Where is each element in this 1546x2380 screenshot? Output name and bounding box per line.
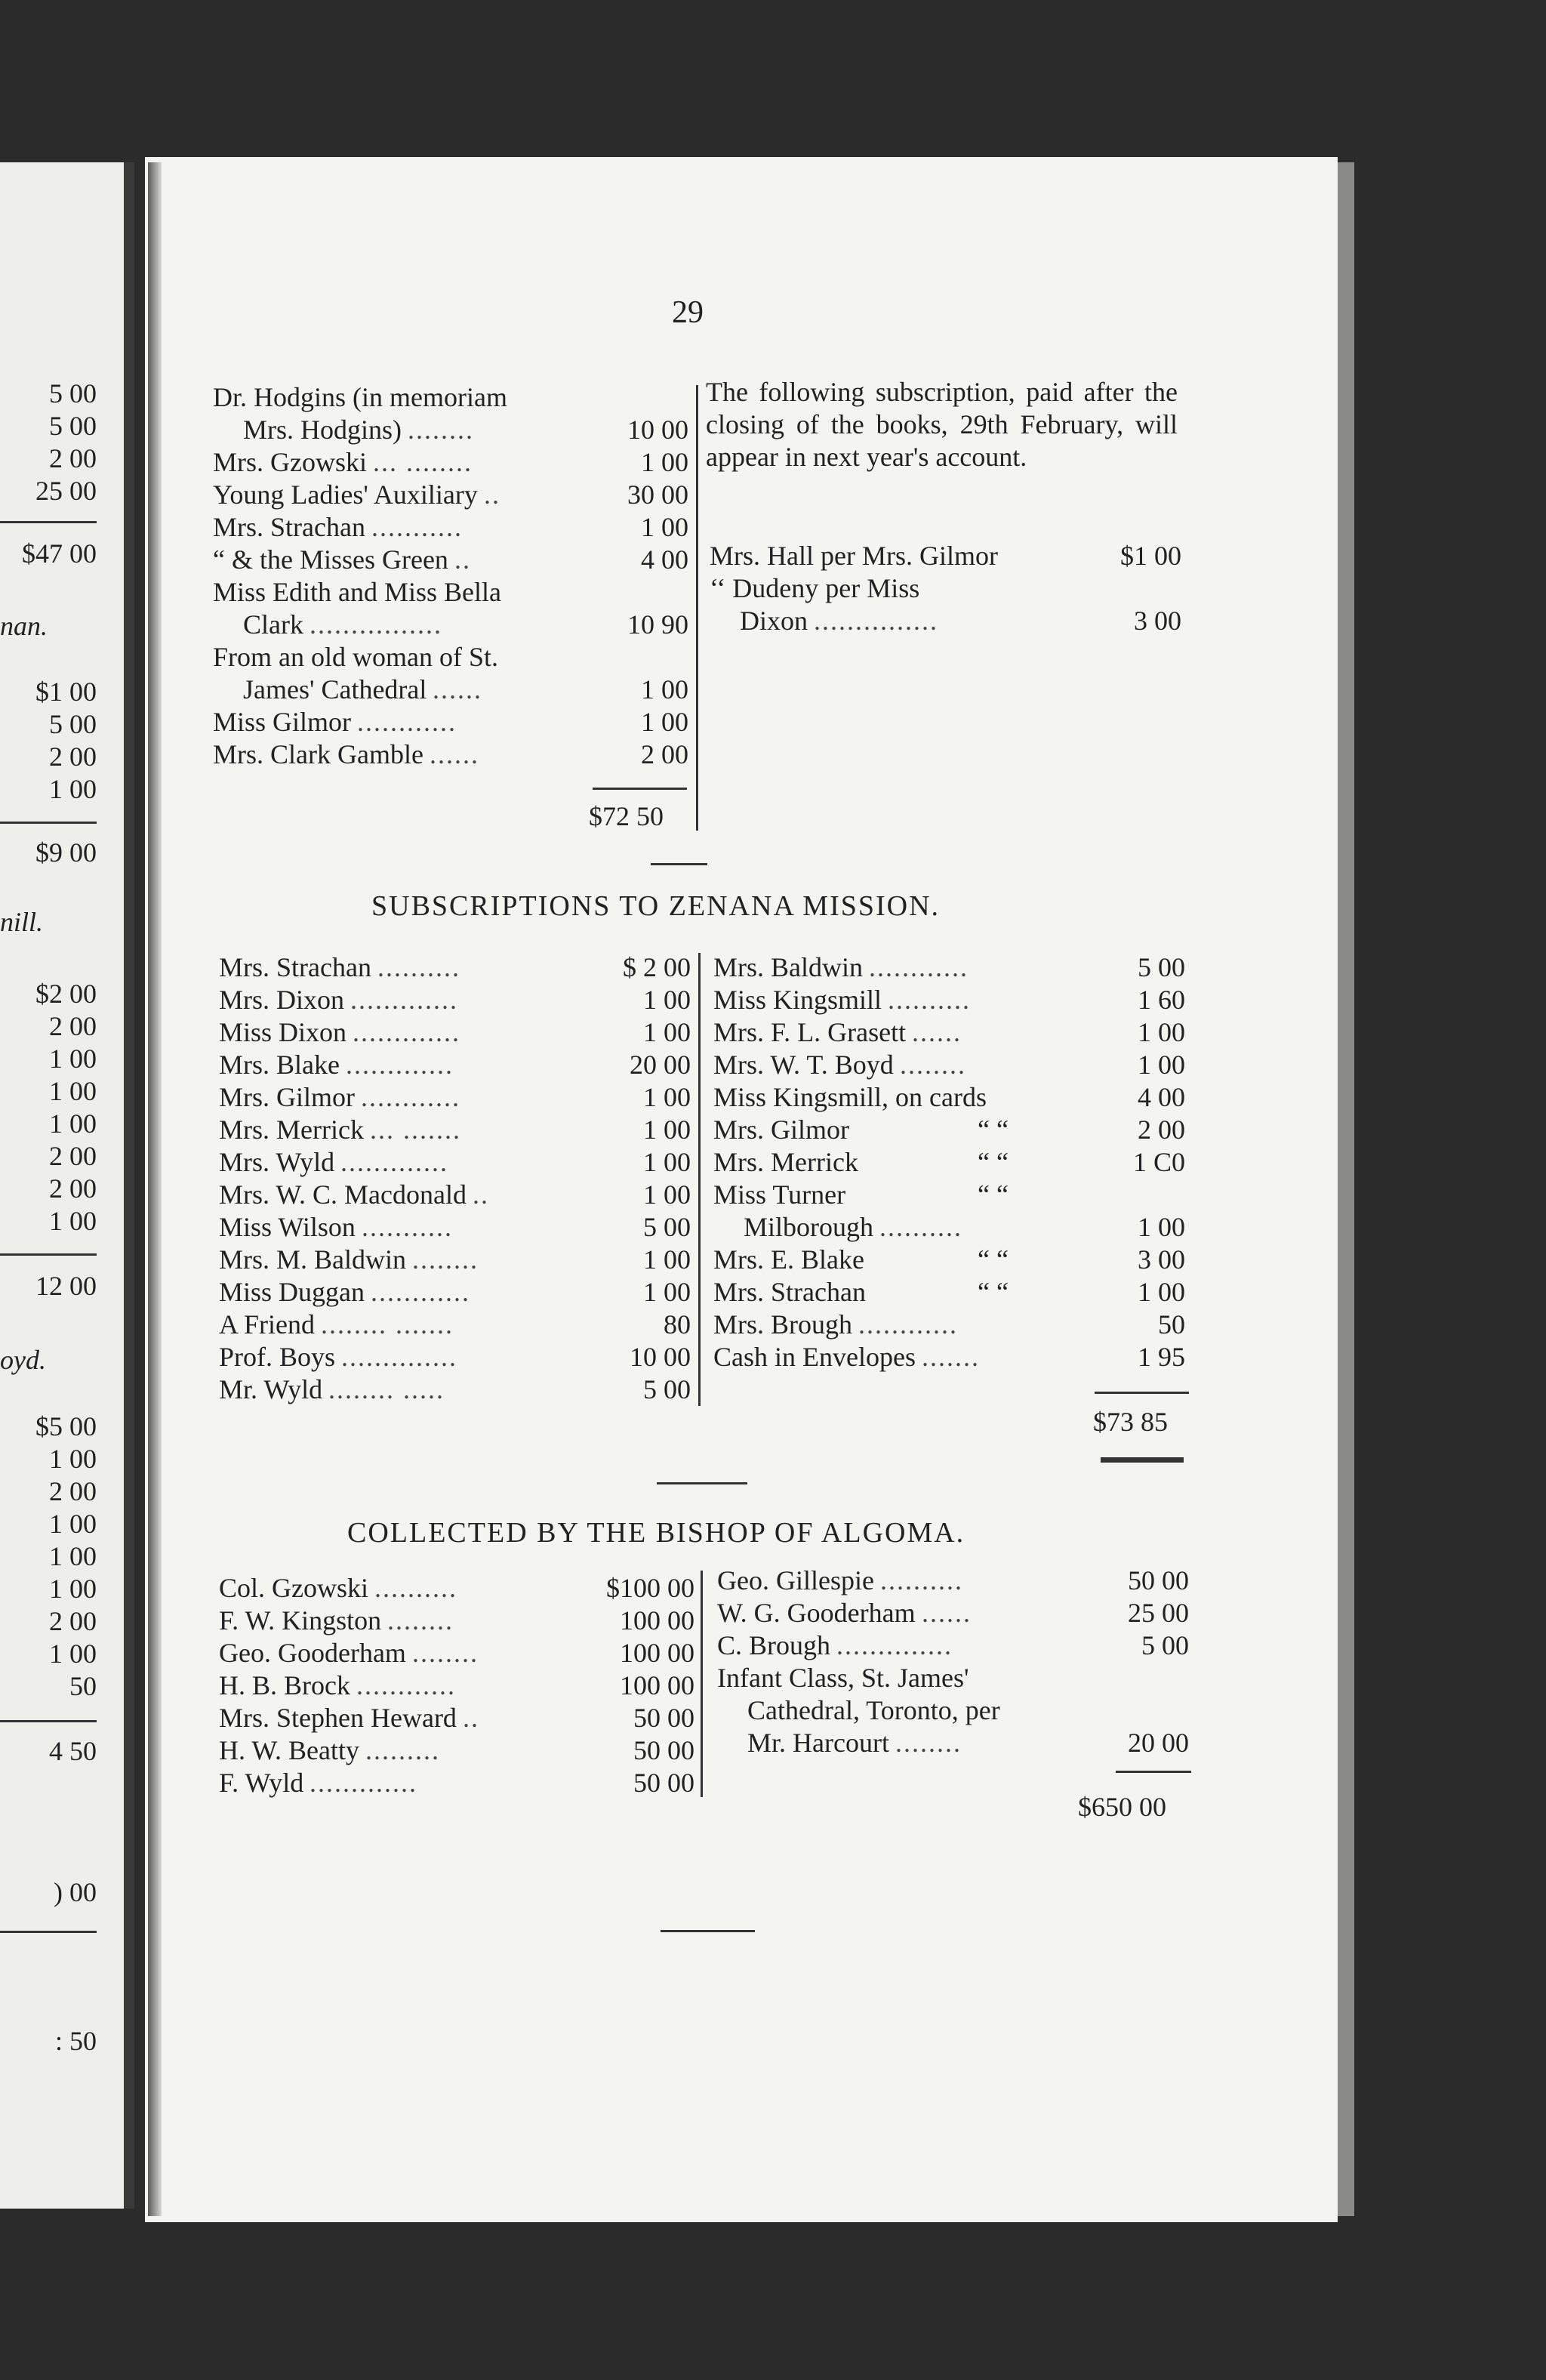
facing-amount: 1 00: [49, 1044, 97, 1074]
section1-left-column: [213, 381, 688, 771]
entry-amount: 1 00: [641, 707, 688, 737]
ditto-mark: “ “: [978, 1277, 1009, 1307]
entry-amount: 20 00: [1128, 1728, 1189, 1758]
ledger-row: [713, 1179, 1185, 1211]
entry-name: Mr. Harcourt: [747, 1728, 889, 1758]
ledger-row: [717, 1629, 1189, 1662]
entry-amount: 10 00: [627, 415, 688, 445]
entry-name: Mr. Wyld: [219, 1374, 323, 1404]
facing-amount: 2 00: [49, 1476, 97, 1506]
leader-dots: .............: [350, 985, 458, 1015]
facing-total-rule: [0, 822, 97, 824]
ledger-row: [713, 1114, 1185, 1146]
leader-dots: ..............: [836, 1630, 953, 1660]
leader-dots: ................: [310, 609, 442, 640]
entry-name: Mrs. Brough: [713, 1309, 853, 1340]
facing-amount: 2 00: [49, 741, 97, 772]
entry-amount: 5 00: [643, 1212, 691, 1242]
entry-name: Mrs. Hall per Mrs. Gilmor: [710, 541, 998, 571]
leader-dots: ......: [433, 674, 482, 704]
entry-name: Miss Turner: [713, 1179, 846, 1210]
section2-title: SUBSCRIPTIONS TO ZENANA MISSION.: [371, 890, 941, 922]
entry-name: From an old woman of St.: [213, 642, 498, 672]
leader-dots: ..: [463, 1703, 479, 1733]
entry-name: Clark: [243, 609, 303, 640]
facing-amount: 50: [69, 1671, 97, 1701]
entry-name: Miss Kingsmill, on cards: [713, 1082, 987, 1112]
entry-name: Miss Dixon: [219, 1017, 347, 1047]
leader-dots: ........: [412, 1638, 479, 1668]
facing-amount: 2 00: [49, 1141, 97, 1171]
leader-dots: ......: [922, 1598, 972, 1628]
entry-amount: 10 00: [630, 1342, 691, 1372]
ledger-row: [713, 1341, 1185, 1373]
entry-name: Miss Edith and Miss Bella: [213, 577, 502, 607]
entry-name: Dixon: [740, 606, 808, 636]
entry-name: Prof. Boys: [219, 1342, 336, 1372]
leader-dots: .............: [353, 1017, 460, 1047]
leader-dots: ..............: [341, 1342, 457, 1372]
ledger-row: [213, 479, 688, 511]
facing-amount: 1 00: [49, 1639, 97, 1669]
ledger-row: [213, 511, 688, 544]
entry-name: A Friend: [219, 1309, 316, 1340]
entry-amount: 1 60: [1138, 985, 1185, 1015]
section-divider-1: [651, 863, 707, 865]
entry-amount: 30 00: [627, 479, 688, 510]
ledger-row: [219, 1572, 694, 1605]
ledger-row: [219, 1276, 691, 1309]
leader-dots: ... ........: [373, 447, 473, 477]
ledger-row: [219, 984, 691, 1016]
entry-name: ‘‘ Dudeny per Miss: [710, 573, 920, 603]
facing-heading: oyd.: [0, 1345, 46, 1375]
entry-name: Mrs. Stephen Heward: [219, 1703, 457, 1733]
entry-name: Mrs. Strachan: [213, 512, 365, 542]
entry-name: Geo. Gooderham: [219, 1638, 406, 1668]
entry-name: Mrs. Wyld: [219, 1147, 335, 1177]
facing-amount: 1 00: [49, 1574, 97, 1604]
leader-dots: .........: [365, 1735, 440, 1765]
ditto-mark: “ “: [978, 1244, 1009, 1275]
entry-name: Dr. Hodgins (in memoriam: [213, 382, 507, 412]
leader-dots: ......: [912, 1017, 962, 1047]
section3-total: $650 00: [1078, 1792, 1166, 1822]
leader-dots: ............: [357, 707, 457, 737]
ledger-row: [213, 381, 688, 414]
leader-dots: ............: [356, 1670, 456, 1700]
ledger-row: [710, 540, 1181, 572]
ledger-row: [713, 951, 1185, 984]
entry-name: F. W. Kingston: [219, 1605, 382, 1635]
entry-name: Cathedral, Toronto, per: [747, 1695, 1000, 1725]
ledger-row: [710, 572, 1181, 605]
leader-dots: ..........: [879, 1212, 962, 1242]
ledger-row: [710, 605, 1181, 637]
ledger-row: [213, 641, 688, 674]
entry-amount: 1 C0: [1132, 1147, 1185, 1177]
leader-dots: ..: [473, 1179, 489, 1210]
facing-total-rule: [0, 521, 97, 523]
section3-column-divider: [701, 1571, 703, 1797]
ledger-row: [219, 1341, 691, 1373]
leader-dots: ........ .......: [321, 1309, 454, 1340]
facing-total-rule: [0, 1931, 97, 1933]
facing-amount: 1 00: [49, 1444, 97, 1474]
ledger-row: [219, 1081, 691, 1114]
ditto-mark: “ “: [978, 1147, 1009, 1177]
facing-total: 4 50: [49, 1736, 97, 1766]
ledger-row: [213, 738, 688, 771]
facing-amount: 2 00: [49, 1173, 97, 1204]
entry-amount: 25 00: [1128, 1598, 1189, 1628]
ledger-row: [219, 1309, 691, 1341]
entry-amount: $ 2 00: [623, 952, 691, 982]
entry-amount: 5 00: [643, 1374, 691, 1404]
facing-total: 12 00: [35, 1271, 97, 1301]
leader-dots: ... .......: [370, 1114, 461, 1145]
facing-amount: 2 00: [49, 443, 97, 473]
ledger-row: [713, 1049, 1185, 1081]
entry-amount: 3 00: [1134, 606, 1181, 636]
entry-amount: 1 00: [641, 674, 688, 704]
entry-name: Mrs. Baldwin: [713, 952, 863, 982]
section-divider-2: [657, 1482, 747, 1484]
entry-amount: 1 00: [643, 1114, 691, 1145]
ledger-row: [219, 1211, 691, 1244]
entry-amount: 50 00: [633, 1768, 694, 1798]
facing-amount: 1 00: [49, 1509, 97, 1539]
entry-name: C. Brough: [717, 1630, 831, 1660]
ledger-row: [219, 1637, 694, 1669]
ledger-row: [219, 1669, 694, 1702]
entry-name: Mrs. F. L. Grasett: [713, 1017, 907, 1047]
entry-name: Geo. Gillespie: [717, 1565, 874, 1595]
ledger-row: [713, 1081, 1185, 1114]
entry-amount: 1 00: [641, 447, 688, 477]
entry-amount: 10 90: [627, 609, 688, 640]
ledger-row: [717, 1694, 1189, 1727]
entry-amount: 4 00: [641, 544, 688, 575]
ledger-row: [713, 1276, 1185, 1309]
entry-name: Mrs. Blake: [219, 1050, 340, 1080]
entry-amount: 20 00: [630, 1050, 691, 1080]
entry-amount: 1 00: [641, 512, 688, 542]
leader-dots: ........: [895, 1728, 962, 1758]
facing-amount: 25 00: [35, 476, 97, 506]
leader-dots: .............: [310, 1768, 417, 1798]
entry-amount: 1 00: [1138, 1277, 1185, 1307]
facing-total: $9 00: [35, 837, 97, 868]
ditto-mark: “ “: [978, 1114, 1009, 1145]
ledger-row: [219, 1702, 694, 1734]
leader-dots: ..........: [880, 1565, 963, 1595]
facing-amount: 5 00: [49, 709, 97, 739]
entry-name: W. G. Gooderham: [717, 1598, 916, 1628]
section2-total-rule: [1095, 1392, 1189, 1394]
entry-name: F. Wyld: [219, 1768, 304, 1798]
ledger-row: [219, 1605, 694, 1637]
ledger-row: [219, 1049, 691, 1081]
section1-left-total: $72 50: [589, 801, 664, 831]
entry-name: Miss Gilmor: [213, 707, 352, 737]
entry-amount: 100 00: [620, 1670, 694, 1700]
entry-amount: 80: [664, 1309, 691, 1340]
ledger-row: [219, 1373, 691, 1406]
section3-title: COLLECTED BY THE BISHOP OF ALGOMA.: [347, 1517, 965, 1549]
facing-total: $47 00: [22, 538, 97, 569]
entry-name: Miss Kingsmill: [713, 985, 882, 1015]
leader-dots: ..: [454, 544, 471, 575]
ledger-row: [219, 1146, 691, 1179]
section3-right-column: [717, 1565, 1189, 1759]
entry-amount: 4 00: [1138, 1082, 1185, 1112]
entry-amount: 1 00: [643, 1244, 691, 1275]
section3-left-column: [219, 1572, 694, 1799]
facing-heading: nill.: [0, 907, 44, 937]
section1-total-rule: [593, 788, 687, 790]
ledger-row: [717, 1662, 1189, 1694]
facing-total-rule: [0, 1720, 97, 1722]
ledger-row: [717, 1565, 1189, 1597]
entry-name: Cash in Envelopes: [713, 1342, 916, 1372]
page-number: 29: [672, 295, 704, 330]
entry-amount: 50 00: [633, 1735, 694, 1765]
entry-name: Mrs. Gzowski: [213, 447, 367, 477]
section2-left-column: [219, 951, 691, 1406]
leader-dots: ............: [361, 1082, 460, 1112]
leader-dots: ........: [900, 1050, 966, 1080]
entry-amount: 1 00: [1138, 1212, 1185, 1242]
section1-right-note: The following subscription, paid after the closing of the books, 29th February, will appear in next year's account.: [706, 377, 1178, 472]
ledger-row: [713, 1211, 1185, 1244]
leader-dots: ........: [408, 415, 474, 445]
entry-amount: 50 00: [1128, 1565, 1189, 1595]
facing-heading: nan.: [0, 611, 48, 641]
facing-amount: 2 00: [49, 1606, 97, 1636]
entry-name: Miss Duggan: [219, 1277, 365, 1307]
facing-total: ) 00: [54, 1877, 97, 1907]
ledger-row: [713, 984, 1185, 1016]
entry-name: Young Ladies' Auxiliary: [213, 479, 478, 510]
leader-dots: ..........: [374, 1573, 457, 1603]
entry-amount: 1 00: [643, 1147, 691, 1177]
entry-name: Mrs. Gilmor: [713, 1114, 849, 1145]
section2-column-divider: [698, 953, 701, 1406]
facing-amount: 5 00: [49, 378, 97, 408]
ledger-row: [219, 1016, 691, 1049]
entry-amount: 5 00: [1138, 952, 1185, 982]
facing-amount: 1 00: [49, 774, 97, 804]
ledger-row: [213, 544, 688, 576]
entry-amount: 2 00: [1138, 1114, 1185, 1145]
ledger-row: [219, 1734, 694, 1767]
facing-amount: 2 00: [49, 1011, 97, 1041]
facing-amount: 1 00: [49, 1108, 97, 1139]
entry-name: Mrs. E. Blake: [713, 1244, 864, 1275]
ledger-row: [219, 1179, 691, 1211]
facing-amount: $2 00: [35, 979, 97, 1009]
leader-dots: ..: [484, 479, 500, 510]
entry-name: Mrs. Gilmor: [219, 1082, 355, 1112]
entry-name: H. B. Brock: [219, 1670, 350, 1700]
facing-amount: 5 00: [49, 411, 97, 441]
leader-dots: ..........: [888, 985, 971, 1015]
ledger-row: [219, 951, 691, 984]
entry-name: Mrs. W. T. Boyd: [713, 1050, 894, 1080]
entry-amount: 50: [1158, 1309, 1185, 1340]
ledger-row: [713, 1146, 1185, 1179]
ledger-row: [219, 1244, 691, 1276]
page-gutter: [148, 162, 162, 2216]
entry-amount: 1 00: [643, 1277, 691, 1307]
entry-amount: 1 95: [1138, 1342, 1185, 1372]
leader-dots: ............: [869, 952, 969, 982]
entry-amount: 2 00: [641, 739, 688, 769]
entry-amount: 1 00: [643, 985, 691, 1015]
entry-name: James' Cathedral: [243, 674, 427, 704]
leader-dots: ........: [412, 1244, 479, 1275]
section2-double-rule: [1101, 1457, 1184, 1463]
ledger-row: [213, 446, 688, 479]
entry-name: Milborough: [744, 1212, 874, 1242]
entry-name: Mrs. Merrick: [219, 1114, 364, 1145]
facing-total-rule: [0, 1253, 97, 1256]
leader-dots: ...........: [362, 1212, 453, 1242]
leader-dots: ..........: [377, 952, 460, 982]
leader-dots: ........ .....: [328, 1374, 445, 1404]
entry-name: Mrs. Hodgins): [243, 415, 402, 445]
ledger-row: [213, 609, 688, 641]
entry-amount: 1 00: [643, 1179, 691, 1210]
leader-dots: .......: [922, 1342, 980, 1372]
facing-amount: $1 00: [35, 677, 97, 707]
page-shadow: [124, 162, 134, 2209]
entry-name: Mrs. Strachan: [219, 952, 371, 982]
section1-right-column: [710, 540, 1181, 637]
ledger-row: [713, 1244, 1185, 1276]
entry-amount: 1 00: [643, 1017, 691, 1047]
entry-name: Miss Wilson: [219, 1212, 356, 1242]
ledger-row: [213, 576, 688, 609]
ditto-mark: “ “: [978, 1179, 1009, 1210]
ledger-row: [713, 1309, 1185, 1341]
leader-dots: ............: [371, 1277, 470, 1307]
entry-amount: 5 00: [1141, 1630, 1189, 1660]
leader-dots: .............: [346, 1050, 454, 1080]
entry-name: Col. Gzowski: [219, 1573, 368, 1603]
section3-total-rule: [1116, 1771, 1191, 1773]
facing-amount: 1 00: [49, 1076, 97, 1106]
leader-dots: .............: [340, 1147, 448, 1177]
page-edge: [1338, 162, 1354, 2216]
facing-total: : 50: [54, 2026, 97, 2056]
entry-name: H. W. Beatty: [219, 1735, 359, 1765]
leader-dots: ......: [430, 739, 479, 769]
facing-amount: 1 00: [49, 1206, 97, 1236]
entry-name: Mrs. Strachan: [713, 1277, 866, 1307]
leader-dots: ...............: [814, 606, 938, 636]
entry-amount: 100 00: [620, 1638, 694, 1668]
ledger-row: [213, 706, 688, 738]
entry-amount: 1 00: [1138, 1017, 1185, 1047]
entry-name: Mrs. Merrick: [713, 1147, 858, 1177]
section1-column-divider: [696, 385, 698, 831]
ledger-row: [219, 1114, 691, 1146]
entry-name: Infant Class, St. James': [717, 1663, 969, 1693]
entry-amount: $100 00: [606, 1573, 694, 1603]
entry-name: Mrs. M. Baldwin: [219, 1244, 407, 1275]
entry-amount: 3 00: [1138, 1244, 1185, 1275]
entry-name: “ & the Misses Green: [213, 544, 448, 575]
entry-name: Mrs. Clark Gamble: [213, 739, 423, 769]
ledger-row: [717, 1727, 1189, 1759]
ledger-row: [717, 1597, 1189, 1629]
entry-amount: 100 00: [620, 1605, 694, 1635]
section-divider-3: [661, 1930, 755, 1932]
facing-amount: 1 00: [49, 1541, 97, 1571]
entry-amount: 1 00: [1138, 1050, 1185, 1080]
ledger-row: [213, 674, 688, 706]
leader-dots: ........: [387, 1605, 454, 1635]
section2-right-column: [713, 951, 1185, 1373]
section2-total: $73 85: [1093, 1407, 1168, 1437]
ledger-row: [213, 414, 688, 446]
entry-amount: 1 00: [643, 1082, 691, 1112]
entry-name: Mrs. W. C. Macdonald: [219, 1179, 467, 1210]
ledger-row: [219, 1767, 694, 1799]
leader-dots: ...........: [371, 512, 463, 542]
entry-name: Mrs. Dixon: [219, 985, 345, 1015]
entry-amount: $1 00: [1120, 541, 1181, 571]
facing-page-fragment: [0, 162, 134, 2209]
facing-amount: $5 00: [35, 1411, 97, 1441]
entry-amount: 50 00: [633, 1703, 694, 1733]
ledger-row: [713, 1016, 1185, 1049]
leader-dots: ............: [858, 1309, 958, 1340]
